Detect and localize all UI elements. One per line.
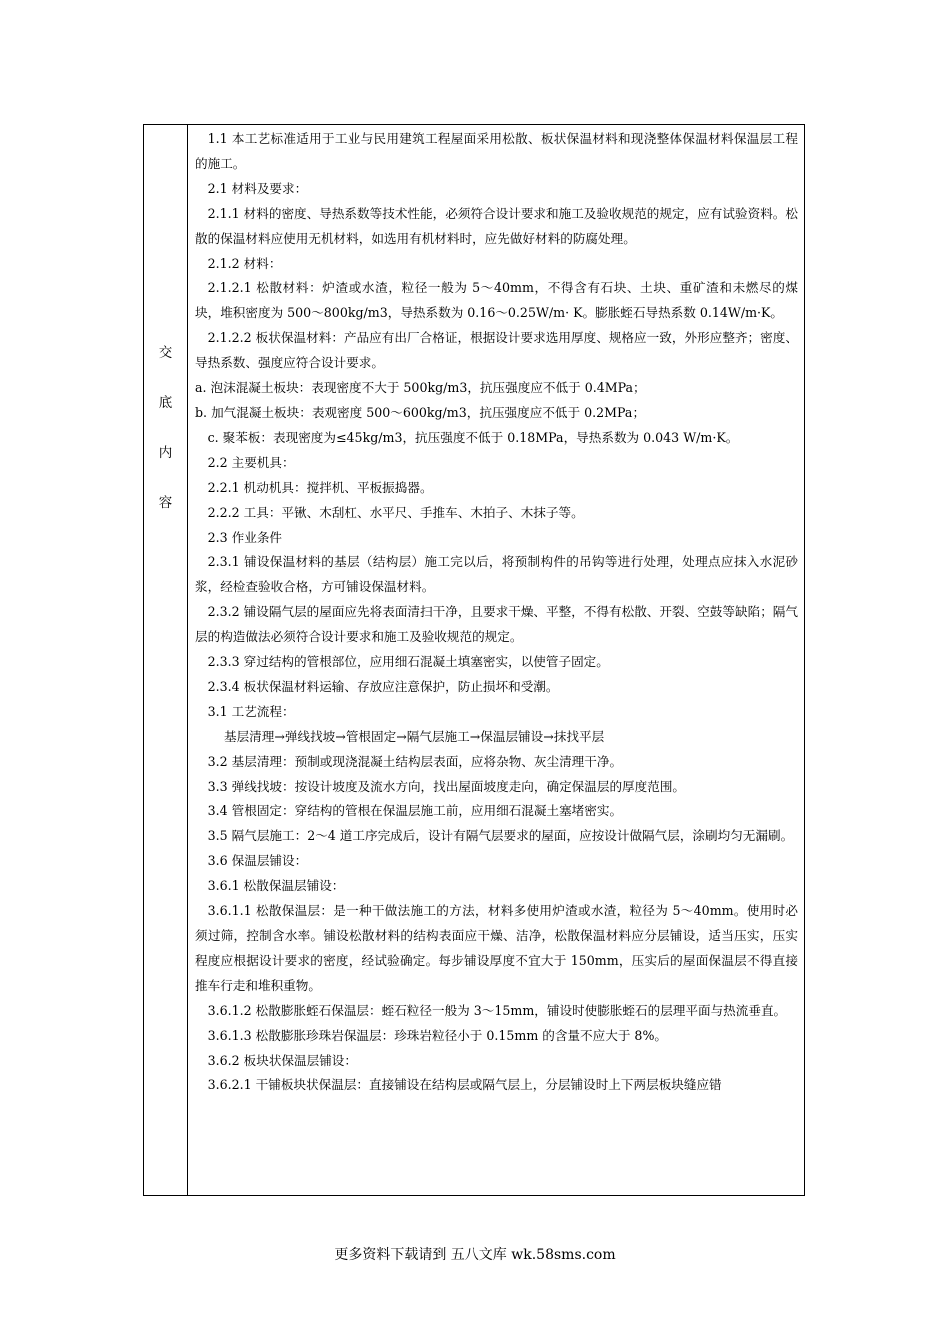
content-paragraph: 3.6.1.3 松散膨胀珍珠岩保温层：珍珠岩粒径小于 0.15mm 的含量不应大于 8%。 xyxy=(207,1027,668,1043)
content-paragraph: 2.3 作业条件 xyxy=(207,529,283,545)
footer-text: 更多资料下载请到 五八文库 wk.58sms.com xyxy=(334,1247,616,1263)
label-char: 容 xyxy=(158,495,173,511)
content-paragraph: 2.3.4 板状保温材料运输、存放应注意保护，防止损坏和受潮。 xyxy=(207,678,559,694)
label-column xyxy=(144,125,188,1195)
content-paragraph: 基层清理→弹线找坡→管根固定→隔气层施工→保温层铺设→抹找平层 xyxy=(223,728,605,744)
content-paragraph: 2.1.2.2 板状保温材料：产品应有出厂合格证，根据设计要求选用厚度、规格应一致，外形应整齐；密度、导热系数、强度应符合设计要求。 xyxy=(195,330,798,371)
content-paragraph: a. 泡沫混凝土板块：表现密度不大于 500kg/m3，抗压强度应不低于 0.4MPa； xyxy=(195,380,646,396)
content-paragraph: 2.1.1 材料的密度、导热系数等技术性能，必须符合设计要求和施工及验收规范的规定，应有试验资料。松散的保温材料应使用无机材料，如选用有机材料时，应先做好材料的防腐处理。 xyxy=(195,205,798,246)
content-paragraph: 1.1 本工艺标准适用于工业与民用建筑工程屋面采用松散、板状保温材料和现浇整体保温材料保温层工程的施工。 xyxy=(195,131,798,171)
label-char: 内 xyxy=(158,445,173,461)
content-paragraph: 2.3.2 铺设隔气层的屋面应先将表面清扫干净，且要求干燥、平整，不得有松散、开裂、空鼓等缺陷；隔气层的构造做法必须符合设计要求和施工及验收规范的规定。 xyxy=(195,604,798,645)
content-paragraph: c. 聚苯板：表现密度为≤45kg/m3，抗压强度不低于 0.18MPa，导热系数为 0.043 W/m·K。 xyxy=(207,429,739,445)
label-char: 交 xyxy=(158,345,173,361)
content-paragraph: 3.1 工艺流程： xyxy=(207,703,295,719)
content-paragraph: 2.1.2 材料： xyxy=(207,255,282,271)
content-column xyxy=(188,125,804,1195)
content-paragraph: 3.4 管根固定：穿结构的管根在保温层施工前，应用细石混凝土塞堵密实。 xyxy=(207,803,623,819)
content-paragraph: 3.6.1.1 松散保温层：是一种干做法施工的方法，材料多使用炉渣或水渣，粒径为 5～40mm。使用时必须过筛，控制含水率。铺设松散材料的结构表面应干燥、洁净，松散保温材料应分层铺设，适当压实，压实程度应根据设计要求的密度，经试验确定。每步铺设厚度不宜大于 150mm，压实后的屋面保温层不得直接推车行走和堆积重物。 xyxy=(195,903,798,993)
content-paragraph: 2.1 材料及要求： xyxy=(207,180,308,196)
content-paragraph: 2.2 主要机具： xyxy=(207,454,295,470)
content-paragraph: 3.5 隔气层施工：2～4 道工序完成后，设计有隔气层要求的屋面，应按设计做隔气层，涂刷均匀无漏刷。 xyxy=(207,828,794,844)
label-char: 底 xyxy=(158,395,173,411)
disclosure-table xyxy=(143,124,805,1196)
content-paragraph: 2.3.3 穿过结构的管根部位，应用细石混凝土填塞密实，以使管子固定。 xyxy=(207,654,609,670)
label-chars xyxy=(144,343,187,543)
content-paragraph: 3.6.2 板块状保温层铺设： xyxy=(207,1052,357,1068)
content-paragraph: 3.6 保温层铺设： xyxy=(207,853,308,869)
content-paragraph: 2.1.2.1 松散材料：炉渣或水渣，粒径一般为 5～40mm，不得含有石块、土块、重矿渣和未燃尽的煤块，堆积密度为 500～800kg/m3，导热系数为 0.16～0.25W/m· K。膨胀蛭石导热系数 0.14W/m·K。 xyxy=(195,280,798,321)
content-paragraph: 3.3 弹线找坡：按设计坡度及流水方向，找出屋面坡度走向，确定保温层的厚度范围。 xyxy=(207,778,686,794)
content-paragraph: 3.2 基层清理：预制或现浇混凝土结构层表面，应将杂物、灰尘清理干净。 xyxy=(207,753,623,769)
content-paragraph: b. 加气混凝土板块：表观密度 500～600kg/m3，抗压强度应不低于 0.2MPa； xyxy=(195,404,646,420)
content-paragraph: 3.6.1.2 松散膨胀蛭石保温层：蛭石粒径一般为 3～15mm，铺设时使膨胀蛭石的层理平面与热流垂直。 xyxy=(207,1002,787,1018)
content-paragraph: 2.2.1 机动机具：搅拌机、平板振捣器。 xyxy=(207,479,433,495)
content-paragraph: 3.6.1 松散保温层铺设： xyxy=(207,878,345,894)
content-paragraph: 2.3.1 铺设保温材料的基层（结构层）施工完以后，将预制构件的吊钩等进行处理，处理点应抹入水泥砂浆，经检查验收合格，方可铺设保温材料。 xyxy=(195,554,798,595)
content-paragraph: 2.2.2 工具：平锹、木刮杠、水平尺、手推车、木拍子、木抹子等。 xyxy=(207,504,584,520)
content-paragraph: 3.6.2.1 干铺板块状保温层：直接铺设在结构层或隔气层上，分层铺设时上下两层板块缝应错 xyxy=(207,1077,722,1093)
